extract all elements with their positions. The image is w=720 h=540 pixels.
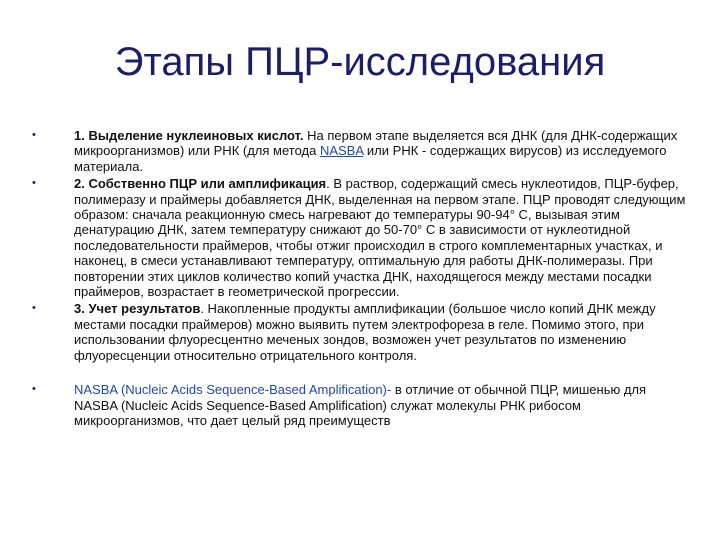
step-1-heading: 1. Выделение нуклеиновых кислот. [74,128,304,143]
bullet-dot-icon: • [32,302,36,315]
bullet-item-results [32,301,692,363]
nasba-term: NASBA (Nucleic Acids Sequence-Based Amplification)- [74,382,392,398]
bullet-item-nasba [32,382,692,428]
step-1-text-before-link: На первом этапе выделяется вся ДНК (для ДНК-содержащих микроорганизмов) или РНК (для метода [74,128,678,159]
bullet-dot-icon: • [32,383,36,396]
bullet-item-amplification [32,176,692,299]
bullet-list [32,128,692,428]
step-3-text: . Накопленные продукты амплификации (большое число копий ДНК между местами посадки праймеров) можно выявить путем электрофореза в геле. Помимо этого, при использовании флуоресцентно меченых зондов, возможен учет результатов по изменению флуоресценции относительно отрицательного контроля. [74,301,656,363]
step-3-heading: 3. Учет результатов [74,301,201,317]
step-2-text: . В раствор, содержащий смесь нуклеотидов, ПЦР-буфер, полимеразу и праймеры добавляется ДНК, выделенная на первом этапе. ПЦР проводят следующим образом: сначала реакционную смесь нагревают до температуры 90-94° С, вызывая этим денатурацию ДНК, затем температуру снижают до 50-70° С в зависимости от нуклеотидной последовательности праймеров, чтобы отжиг происходил в строго комплементарных участках, и наконец, в смеси устанавливают температуру, оптимальную для работы ДНК-полимеразы. При повторении этих циклов количество копий участка ДНК, находящегося между местами посадки праймеров, возрастает в геометрической прогрессии. [74,176,686,300]
nasba-link[interactable]: NASBA [319,143,364,159]
step-1-text-after-link: или РНК - содержащих вирусов) из исследуемого материала. [74,143,667,174]
step-2-heading: 2. Собственно ПЦР или амплификация [74,176,327,192]
bullet-dot-icon: • [32,177,36,190]
nasba-text: в отличие от обычной ПЦР, мишенью для NASBA (Nucleic Acids Sequence-Based Amplification) служат молекулы РНК рибосом микроорганизмов, что дает целый ряд преимуществ [74,382,647,428]
slide-title: Этапы ПЦР-исследования [114,40,606,84]
bullet-item-dna-extraction [32,128,692,174]
bullet-dot-icon: • [32,129,36,141]
